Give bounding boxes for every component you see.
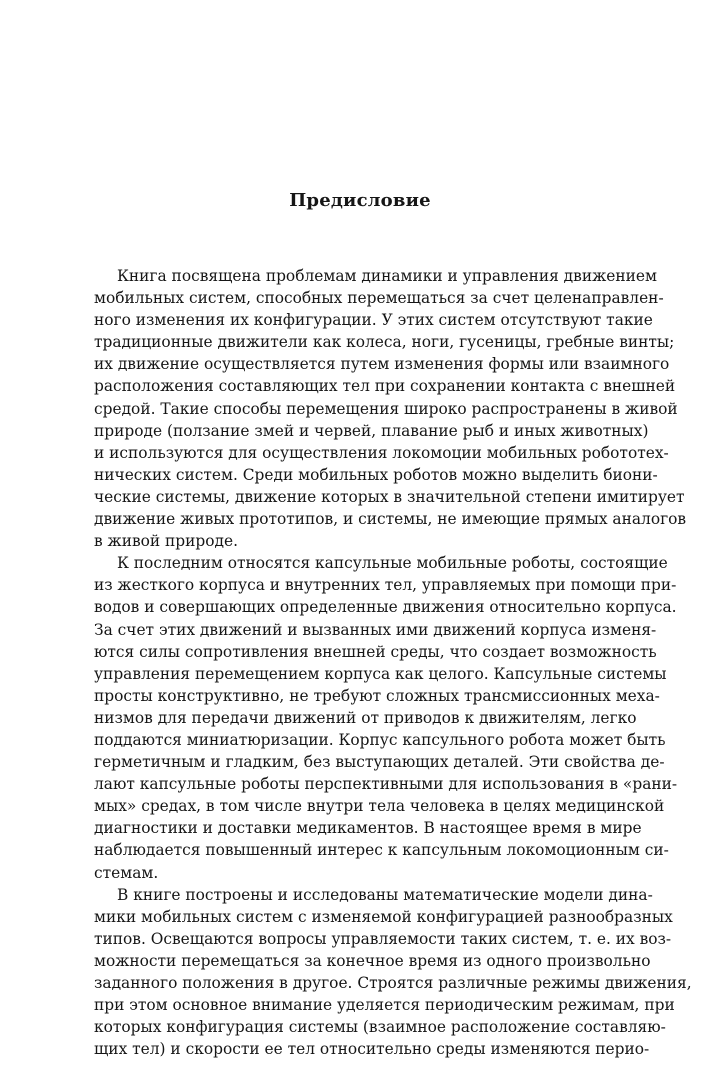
text-line: водов и совершающих определенные движения относительно корпуса.: [94, 598, 677, 617]
text-line: можности перемещаться за конечное время из одного произвольно: [94, 951, 651, 970]
text-line: наблюдается повышенный интерес к капсульным локомоционным си-: [94, 841, 669, 860]
text-line: мобильных систем, способных перемещаться за счет целенаправлен-: [94, 289, 664, 308]
text-line: при этом основное внимание уделяется периодическим режимам, при: [94, 996, 675, 1015]
text-line: заданного положения в другое. Строятся различные режимы движения,: [94, 974, 692, 992]
page-title: Предисловие: [289, 190, 431, 211]
body-text: [94, 265, 692, 1060]
text-line: В книге построены и исследованы математические модели дина-: [117, 885, 653, 904]
text-line: из жесткого корпуса и внутренних тел, управляемых при помощи при-: [94, 576, 677, 595]
text-line: стемам.: [94, 863, 159, 882]
text-line: просты конструктивно, не требуют сложных трансмиссионных меха-: [94, 686, 660, 705]
text-line: расположения составляющих тел при сохранении контакта с внешней: [94, 377, 676, 396]
text-line: За счет этих движений и вызванных ими движений корпуса изменя-: [94, 620, 657, 639]
text-line: К последним относятся капсульные мобильные роботы, состоящие: [117, 554, 668, 573]
text-line: и используются для осуществления локомоции мобильных робототех-: [94, 443, 669, 462]
text-line: которых конфигурация системы (взаимное расположение составляю-: [94, 1018, 666, 1037]
paragraph: [94, 552, 678, 883]
text-line: мых» средах, в том числе внутри тела человека в целях медицинской: [94, 797, 665, 816]
text-line: нических систем. Среди мобильных роботов можно выделить биони-: [94, 465, 658, 484]
text-line: традиционные движители как колеса, ноги, гусеницы, гребные винты;: [94, 333, 675, 352]
text-line: средой. Такие способы перемещения широко распространены в живой: [94, 399, 678, 418]
text-line: ного изменения их конфигурации. У этих систем отсутствуют такие: [94, 311, 653, 330]
text-line: герметичным и гладким, без выступающих деталей. Эти свойства де-: [94, 753, 665, 772]
text-line: природе (ползание змей и червей, плавание рыб и иных животных): [94, 421, 649, 440]
text-line: движение живых прототипов, и системы, не имеющие прямых аналогов: [94, 510, 687, 529]
text-line: ются силы сопротивления внешней среды, что создает возможность: [94, 642, 657, 661]
text-line: щих тел) и скорости ее тел относительно среды изменяются перио-: [94, 1040, 650, 1059]
text-line: Книга посвящена проблемам динамики и управления движением: [117, 267, 657, 285]
text-line: лают капсульные роботы перспективными для использования в «рани-: [94, 775, 678, 794]
text-line: типов. Освещаются вопросы управляемости таких систем, т. е. их воз-: [94, 929, 672, 948]
text-line: диагностики и доставки медикаментов. В настоящее время в мире: [94, 819, 642, 838]
text-line: управления перемещением корпуса как целого. Капсульные системы: [94, 664, 667, 683]
text-line: поддаются миниатюризации. Корпус капсульного робота может быть: [94, 730, 666, 749]
text-line: ческие системы, движение которых в значительной степени имитирует: [94, 487, 685, 506]
text-line: низмов для передачи движений от приводов к движителям, легко: [94, 708, 637, 727]
text-line: мики мобильных систем с изменяемой конфигурацией разнообразных: [94, 907, 673, 926]
paragraph: [94, 884, 692, 1061]
text-line: в живой природе.: [94, 532, 239, 551]
text-line: их движение осуществляется путем изменения формы или взаимного: [94, 355, 670, 374]
paragraph: [94, 265, 687, 552]
